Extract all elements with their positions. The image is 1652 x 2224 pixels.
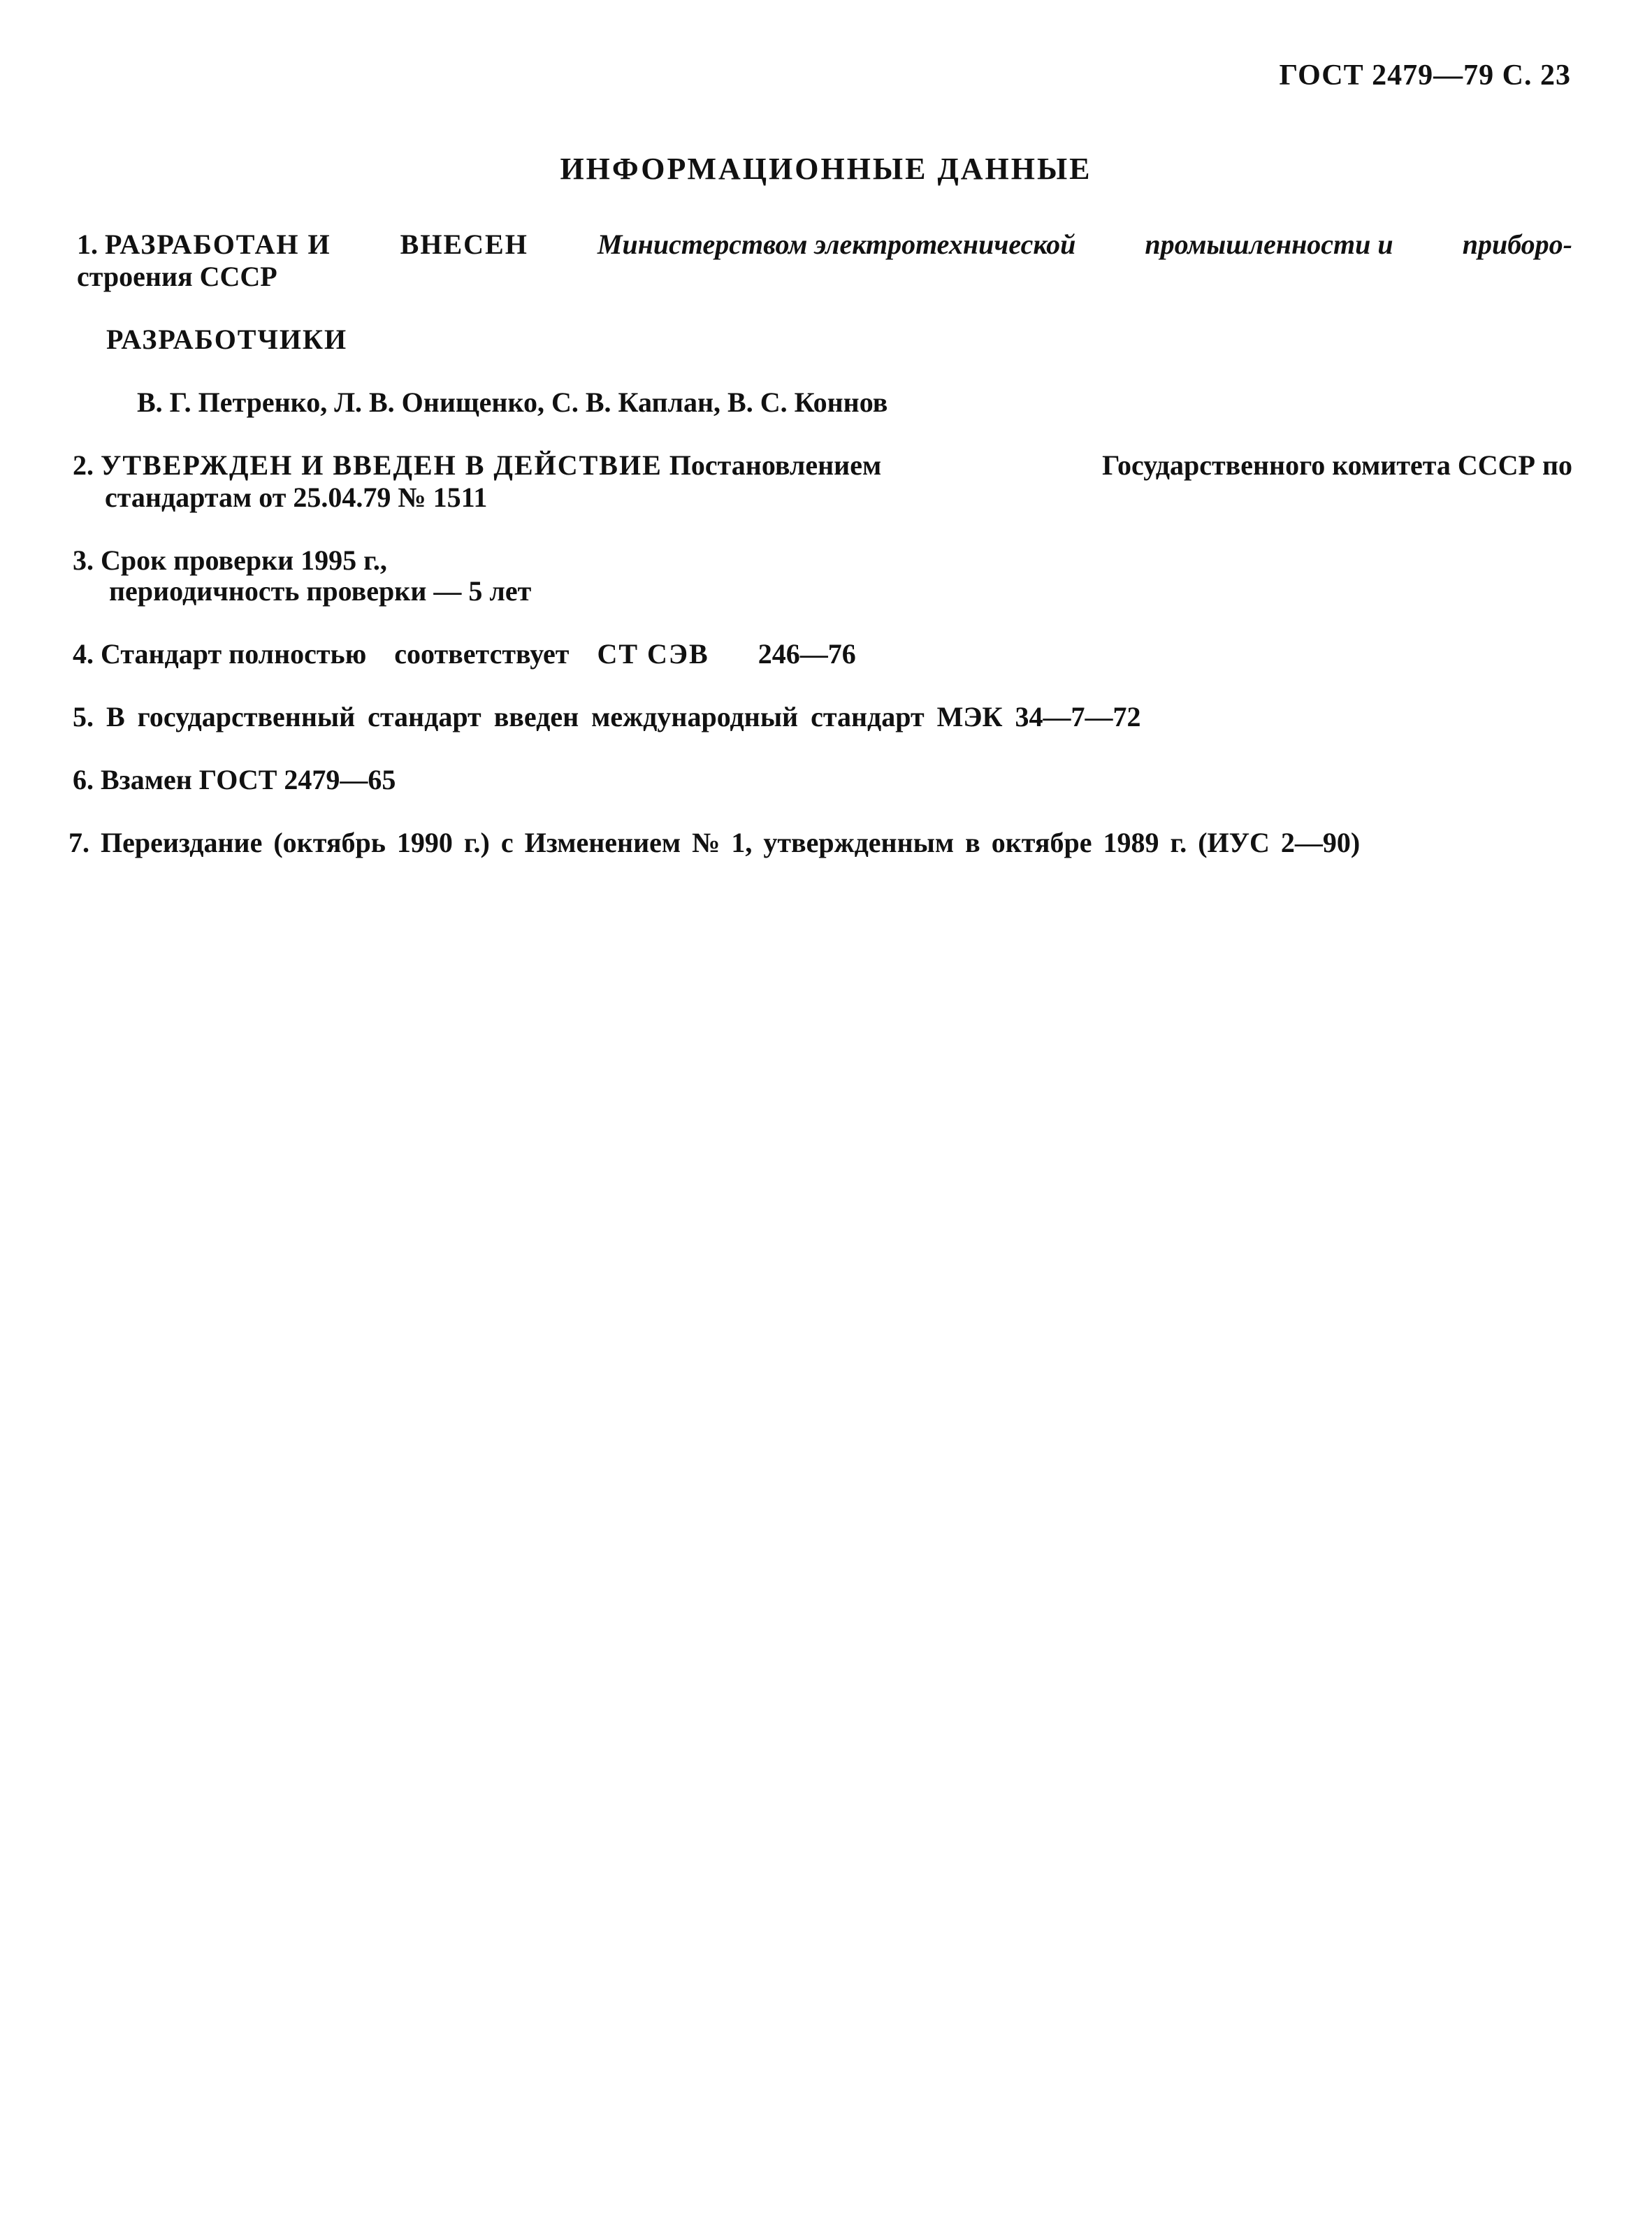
item-1-lead-b: ВНЕСЕН — [400, 229, 528, 260]
item-1-line-1 — [77, 228, 1572, 261]
item-4-d: 246—76 — [758, 638, 856, 670]
item-1-continuation: строения СССР — [77, 261, 277, 292]
item-2-text-a: Постановлением — [669, 449, 882, 481]
item-7-line: 7. Переиздание (октябрь 1990 г.) с Изменением № 1, утвержденным в октябре 1989 г. (ИУС 2—90) — [68, 827, 1361, 858]
item-3-line-1: 3. Срок проверки 1995 г., — [73, 544, 387, 576]
page-title: ИНФОРМАЦИОННЫЕ ДАННЫЕ — [560, 152, 1092, 186]
developers-list: В. Г. Петренко, Л. В. Онищенко, С. В. Каплан, В. С. Коннов — [137, 387, 888, 418]
item-1-lead-a: РАЗРАБОТАН И — [105, 229, 331, 260]
item-2-number: 2. — [73, 449, 94, 481]
item-2-line-1 — [73, 449, 1572, 482]
item-1-text-b: промышленности и — [1145, 229, 1393, 260]
page-header-code: ГОСТ 2479—79 С. 23 — [1279, 59, 1571, 92]
item-4-a: Стандарт полностью — [101, 638, 367, 670]
item-2-text-b: Государственного комитета СССР по — [1102, 449, 1572, 481]
item-4-c: СТ СЭВ — [597, 638, 709, 670]
item-6-line: 6. Взамен ГОСТ 2479—65 — [73, 764, 396, 795]
item-2-continuation: стандартам от 25.04.79 № 1511 — [105, 482, 488, 513]
item-4-b: соответствует — [394, 638, 570, 670]
item-4-number: 4. — [73, 638, 94, 670]
item-2-lead-text: УТВЕРЖДЕН И ВВЕДЕН В ДЕЙСТВИЕ — [101, 449, 662, 481]
item-2-lead — [73, 449, 881, 482]
item-3-line-2: периодичность проверки — 5 лет — [109, 575, 532, 607]
item-1-number: 1. — [77, 229, 98, 260]
item-1-lead — [77, 228, 331, 261]
item-1-text-a: Министерством электротехнической — [597, 229, 1076, 260]
item-4-line — [73, 637, 856, 671]
developers-heading: РАЗРАБОТЧИКИ — [106, 324, 348, 355]
item-5-line: 5. В государственный стандарт введен международный стандарт МЭК 34—7—72 — [73, 701, 1141, 732]
item-1-text-c: приборо- — [1462, 229, 1572, 260]
